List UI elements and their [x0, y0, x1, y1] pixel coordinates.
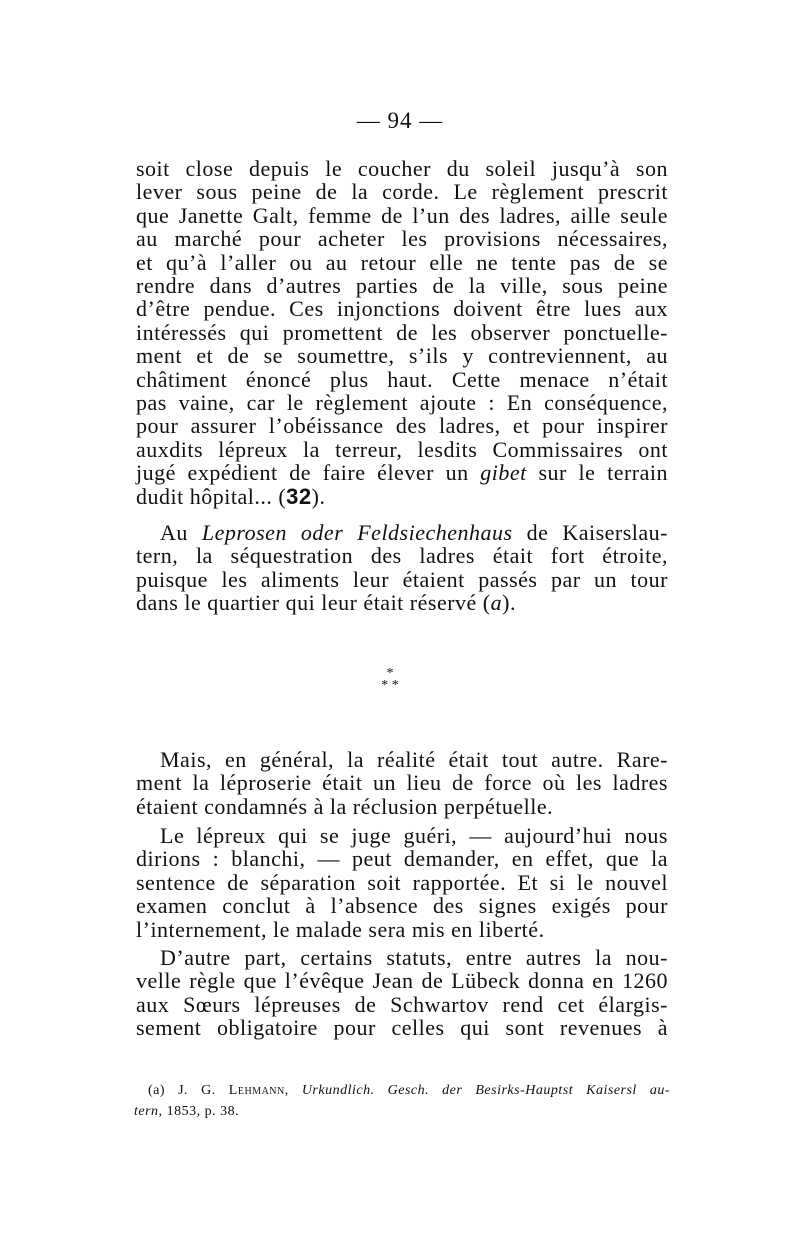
footnote-line [134, 1080, 670, 1101]
paragraph-line: examen conclut à l’absence des signes exigés pour [136, 893, 668, 919]
paragraph-line: Mais, en général, la réalité était tout autre. Rare- [160, 747, 668, 772]
paragraph-line: D’autre part, certains statuts, entre autres la nou- [160, 945, 668, 970]
paragraph-line: lever sous peine de la corde. Le règlement prescrit [136, 179, 668, 205]
paragraph-line: pas vaine, car le règlement ajoute : En conséquence, [136, 390, 668, 416]
footnote-title: Urkundlich. Gesch. der Besirks-Hauptst Kaisersl au- [301, 1083, 671, 1098]
paragraph-line: l’internement, le malade sera mis en liberté. [136, 916, 545, 942]
paragraph-line: au marché pour acheter les provisions nécessaires, [136, 226, 668, 252]
italic-term: Leprosen oder Feldsiechenhaus [201, 520, 513, 545]
paragraph-1 [136, 157, 668, 508]
footnote-title-cont: tern, [134, 1104, 163, 1119]
paragraph-line [136, 591, 668, 614]
footnote-author: Lehmann, [228, 1083, 289, 1098]
paragraph-line [136, 461, 668, 484]
paragraph-line: velle règle que l’évêque Jean de Lübeck donna en 1260 [136, 968, 668, 994]
line-text: jugé expédient de faire élever un [136, 460, 481, 486]
paragraph-line: puisque les aliments leur étaient passés par un tour [136, 566, 668, 592]
paragraph-line: auxdits lépreux la terreur, lesdits Commissaires ont [136, 436, 668, 462]
line-text: Au [160, 520, 202, 545]
footnote [134, 1080, 670, 1122]
paragraph-line: sentence de séparation soit rapportée. Et si le nouvel [136, 869, 668, 895]
paragraph-line: soit close depuis le coucher du soleil jusqu’à son [136, 156, 668, 181]
line-text: dudit hôpital... ( [136, 483, 287, 509]
line-text: ). [502, 590, 516, 616]
paragraph-line: Le lépreux qui se juge guéri, — aujourd’hui nous [160, 823, 668, 848]
line-text: ). [311, 483, 326, 509]
reference-number: 32 [286, 483, 312, 509]
footnote-marker: (a) [148, 1083, 166, 1098]
paragraph-line [136, 521, 668, 544]
italic-term: gibet [480, 460, 527, 486]
paragraph-line: sement obligatoire pour celles qui sont revenues à [136, 1015, 668, 1041]
paragraph-line: pour assurer l’obéissance des ladres, et pour inspirer [136, 413, 668, 439]
paragraph-line: que Janette Galt, femme de l’un des ladres, aille seule [136, 202, 668, 228]
paragraph-line: tern, la séquestration des ladres était fort étroite, [136, 543, 668, 569]
paragraph-line: rendre dans d’autres parties de la ville, sous peine [136, 273, 668, 299]
asterism-top: * [386, 666, 394, 681]
paragraph-line: aux Sœurs lépreuses de Schwartov rend cet élargis- [136, 991, 668, 1017]
asterism-bottom: * * [381, 678, 399, 693]
paragraph-2 [136, 521, 668, 615]
line-text: dans le quartier qui leur était réservé ( [136, 590, 491, 616]
paragraph-line: ment la léproserie était un lieu de force où les ladres [136, 770, 668, 796]
footnote-rest: 1853, p. 38. [166, 1104, 240, 1119]
page-number: — 94 — [356, 108, 444, 133]
line-text: sur le terrain [526, 460, 668, 486]
paragraph-line: étaient condamnés à la réclusion perpétuelle. [136, 793, 554, 819]
paragraph-line [136, 485, 668, 508]
paragraph-3 [136, 748, 668, 818]
paragraph-5 [136, 946, 668, 1040]
paragraph-line: d’être pendue. Ces injonctions doivent être lues aux [136, 296, 668, 322]
line-text: de Kaiserslau- [512, 520, 669, 545]
paragraph-line: intéressés qui promettent de les observer ponctuelle- [136, 319, 668, 345]
paragraph-line: ment et de se soumettre, s’ils y contreviennent, au [136, 343, 668, 369]
paragraph-line: dirions : blanchi, — peut demander, en effet, que la [136, 846, 668, 872]
footnote-line [134, 1101, 670, 1122]
paragraph-4 [136, 824, 668, 941]
paragraph-line: châtiment énoncé plus haut. Cette menace n’était [136, 366, 668, 392]
paragraph-line: et qu’à l’aller ou au retour elle ne tente pas de se [136, 249, 668, 275]
italic-term: a [490, 590, 503, 616]
footnote-initials: J. G. [178, 1083, 216, 1098]
asterism [375, 668, 405, 698]
